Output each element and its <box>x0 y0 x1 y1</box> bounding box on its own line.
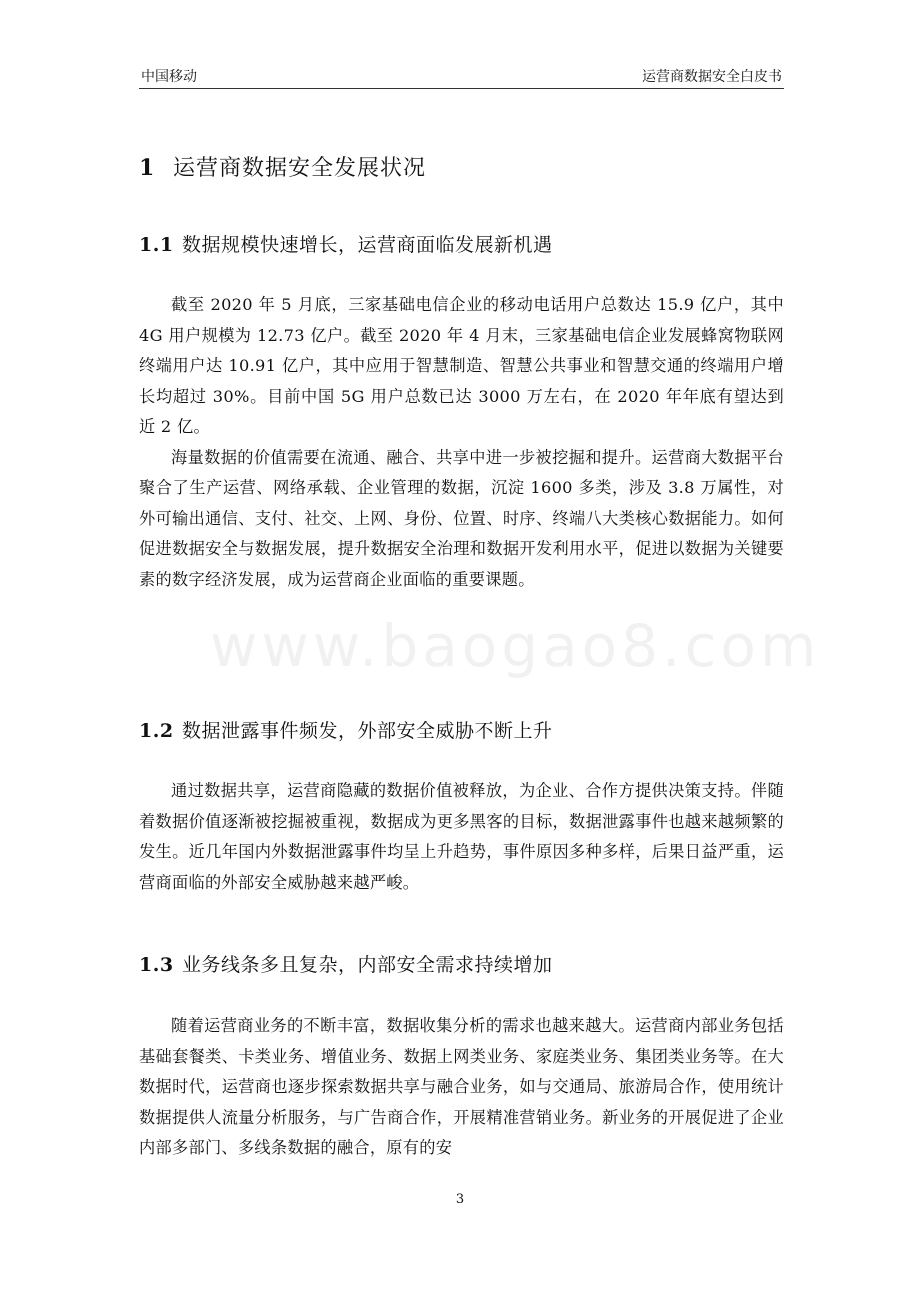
section-number: 1.1 <box>139 234 174 256</box>
running-header <box>139 62 784 89</box>
section-title: 业务线条多且复杂，内部安全需求持续增加 <box>182 954 553 976</box>
section-1-2-body <box>139 776 784 898</box>
chapter-heading <box>139 150 426 187</box>
section-title: 数据规模快速增长，运营商面临发展新机遇 <box>182 234 553 256</box>
paragraph: 随着运营商业务的不断丰富，数据收集分析的需求也越来越大。运营商内部业务包括基础套餐类、卡类业务、增值业务、数据上网类业务、家庭类业务、集团类业务等。在大数据时代，运营商也逐步探索数据共享与融合业务，如与交通局、旅游局合作，使用统计数据提供人流量分析服务，与广告商合作，开展精准营销业务。新业务的开展促进了企业内部多部门、多线条数据的融合，原有的安 <box>139 1016 784 1157</box>
section-1-1-body <box>139 290 784 595</box>
section-heading-1-3 <box>139 950 553 980</box>
chapter-title: 运营商数据安全发展状况 <box>173 156 427 181</box>
section-number: 1.3 <box>139 954 174 976</box>
page-number: 3 <box>455 1192 465 1207</box>
section-title: 数据泄露事件频发，外部安全威胁不断上升 <box>182 720 553 742</box>
section-1-3-body <box>139 1011 784 1164</box>
header-organization: 中国移动 <box>141 69 197 85</box>
header-document-title: 运营商数据安全白皮书 <box>642 69 782 85</box>
watermark: www.baogao8.com <box>210 612 821 680</box>
paragraph: 截至 2020 年 5 月底，三家基础电信企业的移动电话用户总数达 15.9 亿户，其中 4G 用户规模为 12.73 亿户。截至 2020 年 4 月末，三家基础电信企业发展蜂窝物联网终端用户达 10.91 亿户，其中应用于智慧制造、智慧公共事业和智慧交通的终端用户增长均超过 30%。目前中国 5G 用户总数已达 3000 万左右，在 2020 年年底有望达到近 2 亿。 <box>139 295 784 436</box>
section-heading-1-2 <box>139 716 553 746</box>
paragraph: 通过数据共享，运营商隐藏的数据价值被释放，为企业、合作方提供决策支持。伴随着数据价值逐渐被挖掘被重视，数据成为更多黑客的目标，数据泄露事件也越来越频繁的发生。近几年国内外数据泄露事件均呈上升趋势，事件原因多种多样，后果日益严重，运营商面临的外部安全威胁越来越严峻。 <box>139 781 784 892</box>
paragraph: 海量数据的价值需要在流通、融合、共享中进一步被挖掘和提升。运营商大数据平台聚合了生产运营、网络承载、企业管理的数据，沉淀 1600 多类，涉及 3.8 万属性，对外可输出通信、支付、社交、上网、身份、位置、时序、终端八大类核心数据能力。如何促进数据安全与数据发展，提升数据安全治理和数据开发利用水平，促进以数据为关键要素的数字经济发展，成为运营商企业面临的重要课题。 <box>139 447 784 589</box>
chapter-number: 1 <box>139 155 156 181</box>
section-heading-1-1 <box>139 230 553 260</box>
section-number: 1.2 <box>139 720 174 742</box>
